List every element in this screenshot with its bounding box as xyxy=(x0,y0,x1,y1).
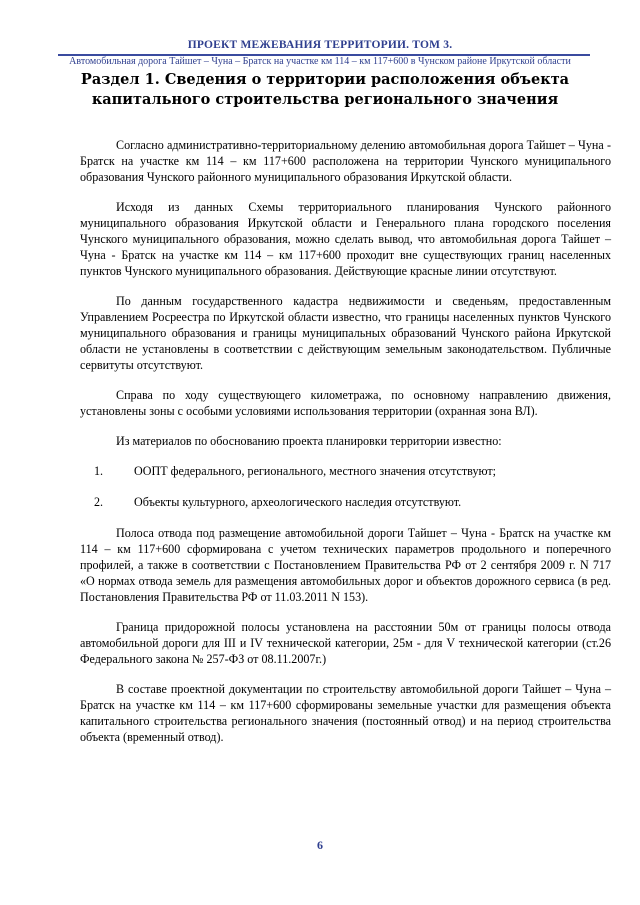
paragraph: Согласно административно-территориальному делению автомобильная дорога Тайшет – Чуна - Братск на участке км 114 – км 117+600 расположена на территории Чунского муниципального образования Чунского районного муниципального образования Иркутской области. xyxy=(80,138,611,184)
list-item xyxy=(80,463,611,479)
running-header-title: ПРОЕКТ МЕЖЕВАНИЯ ТЕРРИТОРИИ. ТОМ 3. xyxy=(187,39,453,51)
paragraph: Исходя из данных Схемы территориального планирования Чунского районного муниципального образования Иркутской области и Генерального плана городского поселения Чунского муниципального образования, можно сделать вывод, что автомобильная дорога Тайшет – Чуна - Братск на участке км 114 – км 117+600 проходит вне существующих границ населенных пунктов Чунского муниципального образования. Действующие красные линии отсутствуют. xyxy=(80,200,611,278)
list-item-number: 1. xyxy=(94,464,104,478)
list-item-text: Объекты культурного, археологического наследия отсутствуют. xyxy=(134,495,462,509)
list-item-text: ООПТ федерального, регионального, местного значения отсутствуют; xyxy=(134,464,497,478)
list-item xyxy=(80,494,611,510)
paragraph: По данным государственного кадастра недвижимости и сведеньям, предоставленным Управлением Росреестра по Иркутской области известно, что границы населенных пунктов Чунского муниципального образования и границы муниципальных образований Чунского района Иркутской области не установлены в соответствии с действующим земельным законодательством. Публичные сервитуты отсутствуют. xyxy=(80,294,611,372)
section-heading: Раздел 1. Сведения о территории расположения объекта капитального строительства регионального значения xyxy=(80,71,570,108)
running-header-subtitle: Автомобильная дорога Тайшет – Чуна – Братск на участке км 114 – км 117+600 в Чунском районе Иркутской области xyxy=(69,56,571,67)
list-item-number: 2. xyxy=(94,495,104,509)
page-number: 6 xyxy=(317,838,323,852)
paragraph: В составе проектной документации по строительству автомобильной дороги Тайшет – Чуна – Братск на участке км 114 – км 117+600 сформированы земельные участки для размещения объекта капитального строительства регионального значения (постоянный отвод) и на период строительства объекта (временный отвод). xyxy=(80,682,611,744)
body-text xyxy=(80,137,611,759)
paragraph: Справа по ходу существующего километража, по основному направлению движения, установлены зоны с особыми условиями использования территории (охранная зона ВЛ). xyxy=(80,388,611,418)
paragraph: Граница придорожной полосы установлена на расстоянии 50м от границы полосы отвода автомобильной дороги для III и IV технической категории, 25м - для V технической категории (ст.26 Федерального закона № 257-ФЗ от 08.11.2007г.) xyxy=(80,620,611,666)
paragraph: Из материалов по обоснованию проекта планировки территории известно: xyxy=(116,434,502,448)
paragraph: Полоса отвода под размещение автомобильной дороги Тайшет – Чуна - Братск на участке км 114 – км 117+600 сформирована с учетом технических параметров продольного и поперечного профилей, а также в соответствии с Постановлением Правительства РФ от 2 сентября 2009 г. N 717 «О нормах отвода земель для размещения автомобильных дорог и объектов дорожного сервиса (в ред. Постановления Правительства РФ от 11.03.2011 N 153). xyxy=(80,526,611,604)
